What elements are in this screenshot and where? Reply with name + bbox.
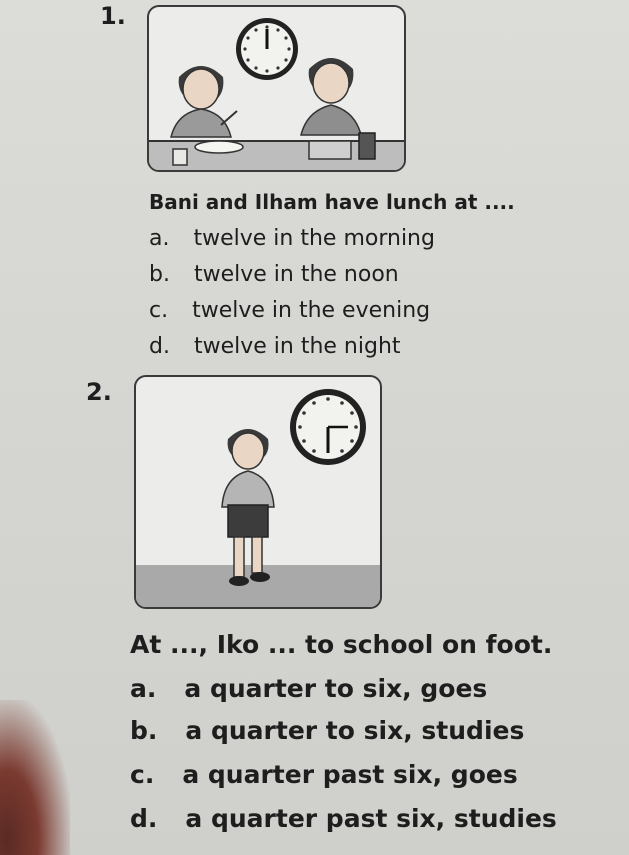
option-text: twelve in the evening bbox=[192, 298, 431, 323]
option-letter: c. bbox=[130, 760, 155, 789]
option-text: twelve in the morning bbox=[193, 226, 435, 251]
clock-icon bbox=[290, 389, 366, 465]
option-b bbox=[130, 716, 524, 745]
lunch-illustration bbox=[147, 5, 406, 172]
option-letter: d. bbox=[130, 804, 158, 833]
option-a bbox=[130, 674, 487, 703]
option-a bbox=[149, 226, 435, 251]
option-text: twelve in the night bbox=[193, 334, 401, 359]
option-d bbox=[130, 804, 557, 833]
boy-eating-right bbox=[301, 58, 361, 135]
clock-icon bbox=[236, 18, 298, 80]
walking-illustration bbox=[134, 375, 382, 609]
option-text: a quarter to six, goes bbox=[184, 674, 488, 703]
option-c bbox=[130, 760, 518, 789]
option-text: a quarter past six, goes bbox=[182, 760, 518, 789]
option-letter: c. bbox=[149, 298, 169, 323]
question-number: 2. bbox=[86, 378, 112, 406]
option-text: a quarter to six, studies bbox=[185, 716, 525, 745]
option-text: a quarter past six, studies bbox=[185, 804, 557, 833]
option-d bbox=[149, 334, 401, 359]
boy-eating-left bbox=[171, 66, 237, 137]
option-letter: d. bbox=[149, 334, 170, 359]
boy-walking bbox=[222, 429, 274, 586]
option-letter: a. bbox=[130, 674, 157, 703]
option-letter: b. bbox=[149, 262, 170, 287]
option-letter: a. bbox=[149, 226, 170, 251]
finger-shadow bbox=[0, 700, 70, 855]
option-text: twelve in the noon bbox=[193, 262, 399, 287]
question-number: 1. bbox=[100, 2, 126, 30]
option-letter: b. bbox=[130, 716, 158, 745]
question-stem: At ..., Iko ... to school on foot. bbox=[130, 630, 553, 659]
option-c bbox=[149, 298, 430, 323]
question-stem: Bani and Ilham have lunch at .... bbox=[149, 190, 515, 214]
option-b bbox=[149, 262, 399, 287]
